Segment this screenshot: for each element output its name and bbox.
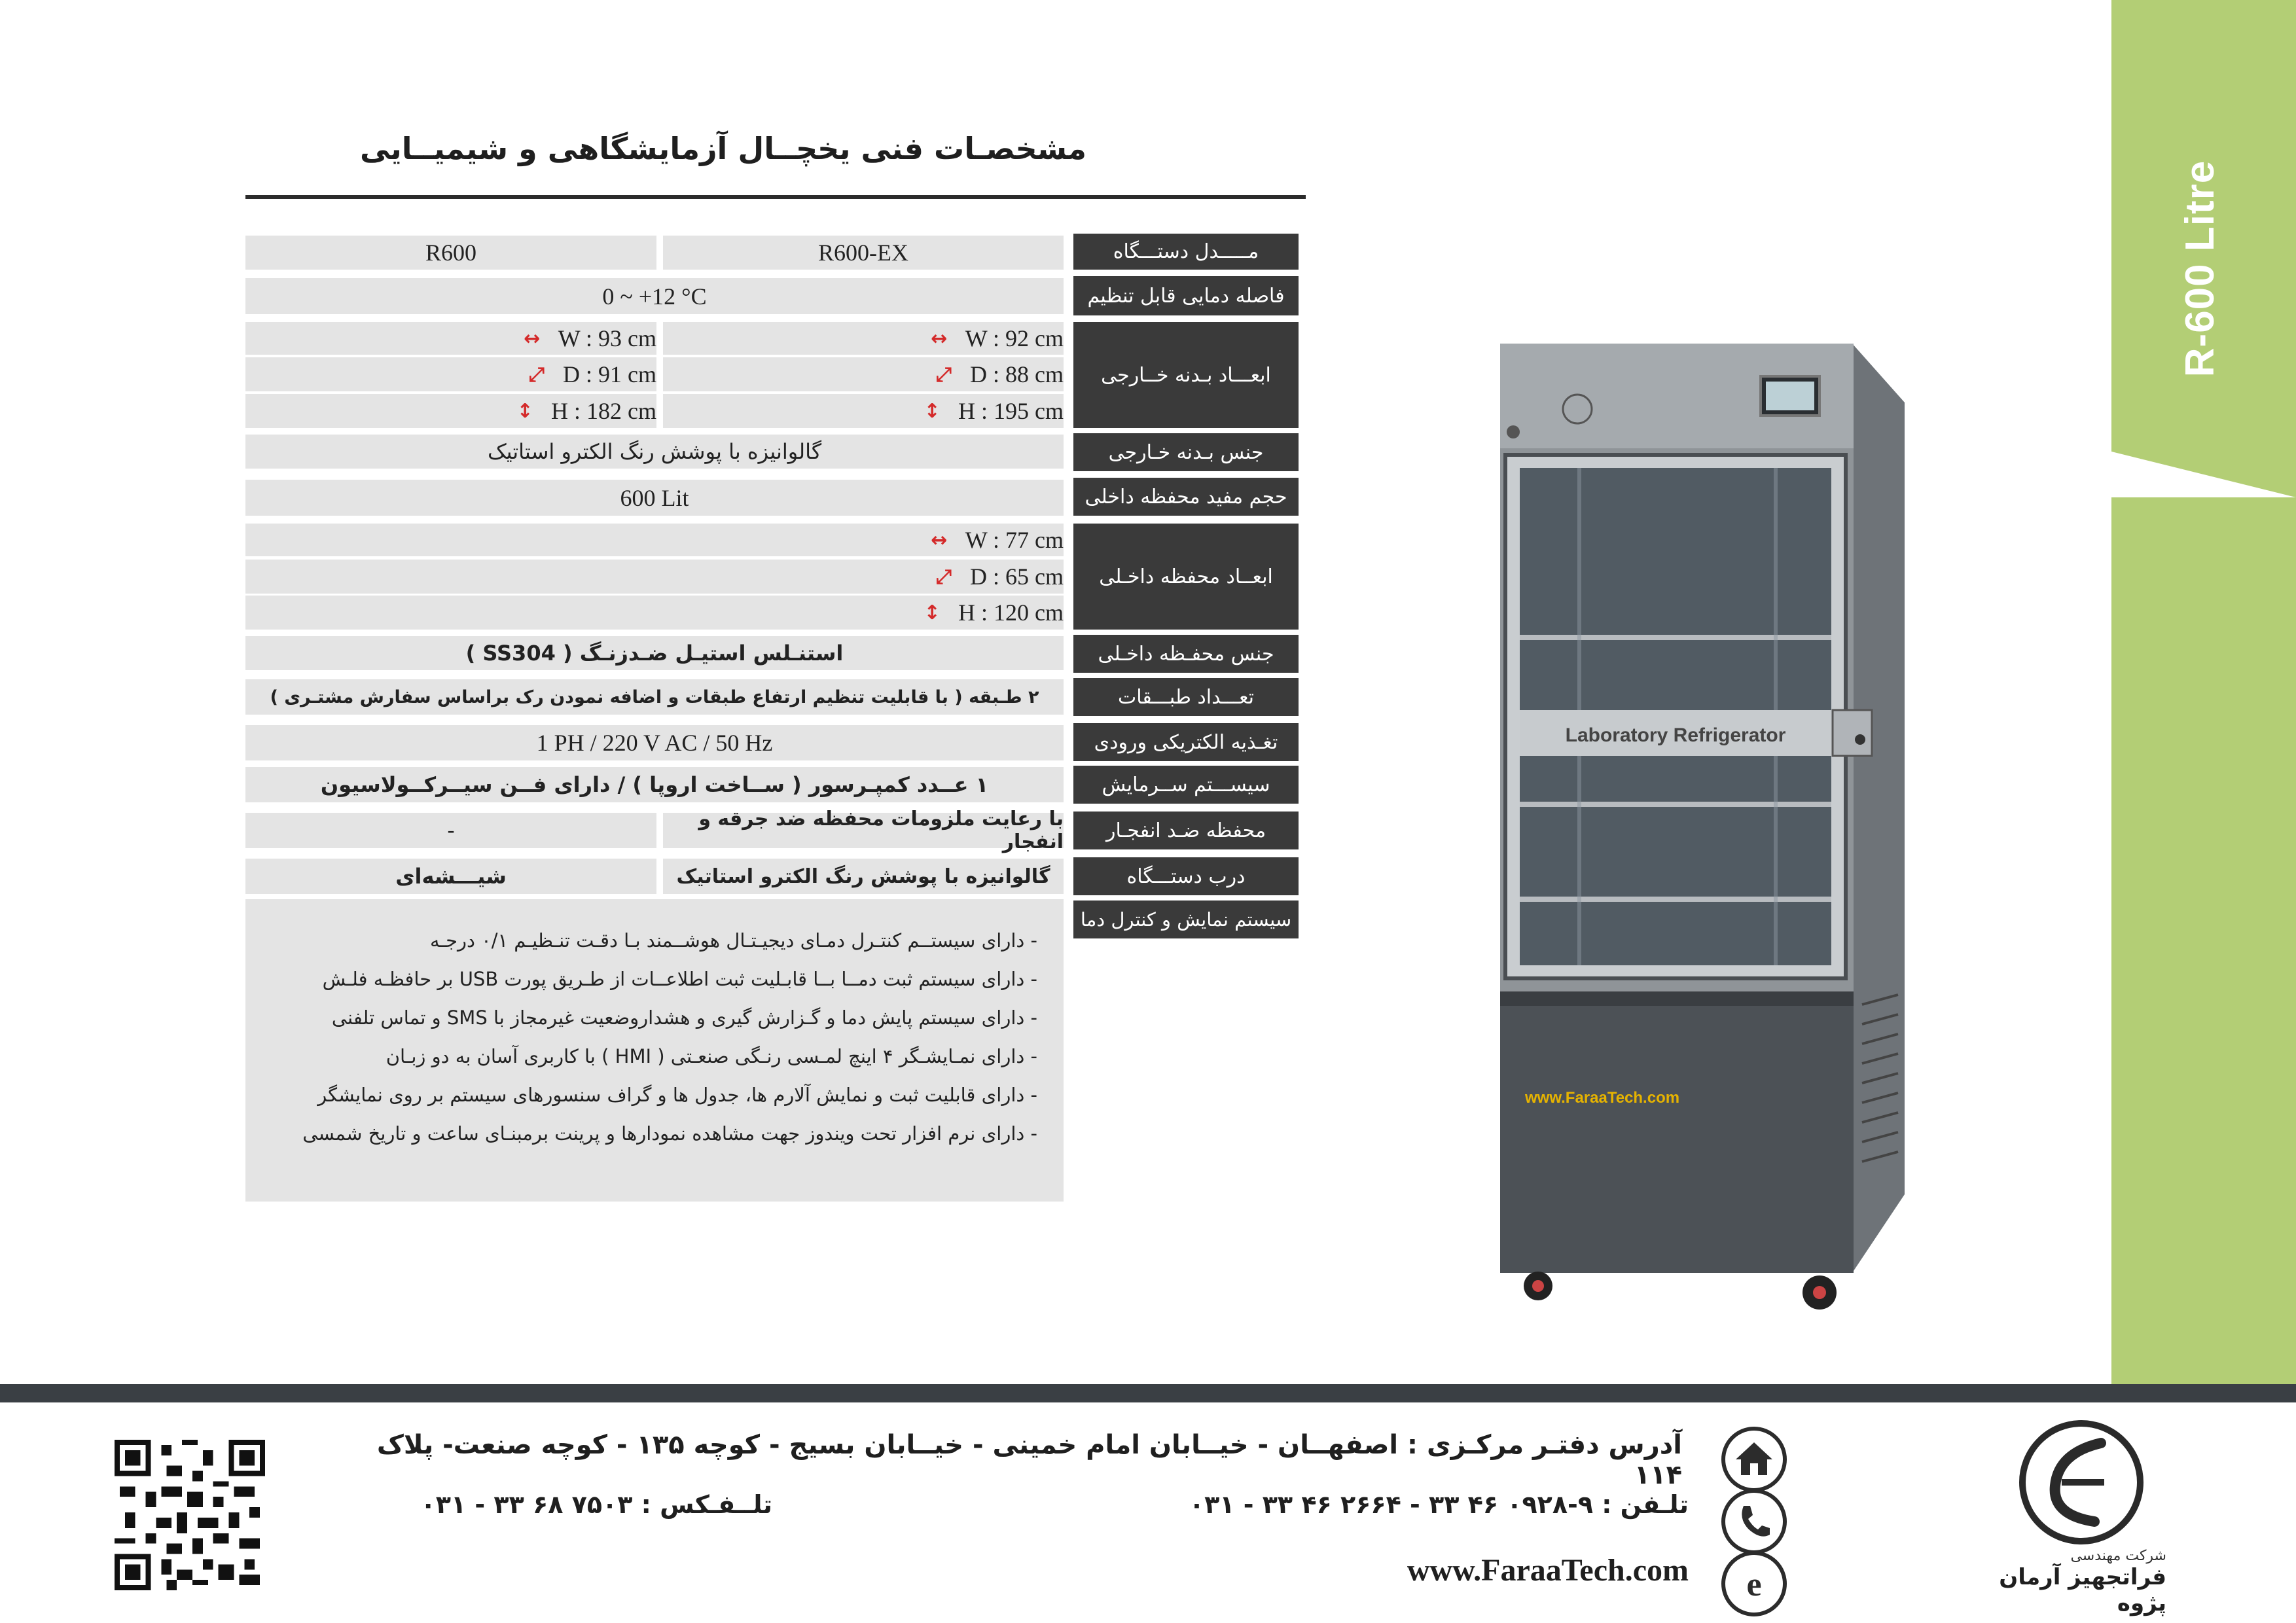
label-internal-volume: حجم مفید محفظه داخلی [1073, 478, 1299, 516]
r600-model: R600 [245, 236, 656, 270]
footer-bar [0, 1384, 2296, 1402]
label-door: درب دستـــگاه [1073, 857, 1299, 895]
title-rule [245, 195, 1306, 199]
vertical-arrow-icon: ↕ [516, 399, 533, 423]
label-cooling: سیســـتم ســرمایش [1073, 766, 1299, 804]
vertical-arrow-icon: ↕ [924, 601, 941, 624]
features-panel [245, 899, 1064, 1202]
label-model: مـــــدل دستـــگاه [1073, 234, 1299, 270]
qr-code[interactable] [115, 1440, 265, 1590]
feature-item: - دارای سیستــم کنتـرل دمـای دیجیـتـال هوشــمند بـا دقـت تنـظیـم ۰/۱ درجـه [430, 929, 1037, 952]
label-internal-dims: ابعــاد محفظه داخـلی [1073, 524, 1299, 630]
side-label: R-600 Litre [2178, 160, 2223, 377]
feature-item: - دارای قابلیت ثبت و نمایش آلارم ها، جدول ها و گراف سنسورهای سیستم بر روی نمایشگر [317, 1084, 1037, 1106]
label-temp-range: فاصله دمایی قابل تنظیم [1073, 276, 1299, 315]
cooling-value: ۱ عــدد کمپـرسور ( ســاخت اروپا ) / دارای فــن سیــرکــولاسیون [245, 767, 1064, 802]
power-value: 1 PH / 220 V AC / 50 Hz [245, 725, 1064, 760]
web-icon [1721, 1551, 1787, 1616]
home-icon [1721, 1427, 1787, 1492]
phone: تلـفن : ۹-۰۹۲۸ ۴۶ ۳۳ - ۲۶۶۴ ۴۶ ۳۳ - ۰۳۱ [1189, 1490, 1689, 1519]
r600ex-door: گالوانیزه با پوشش رنگ الکترو استاتیک [663, 859, 1064, 894]
company-subtitle: شرکت مهندسی [2070, 1548, 2166, 1564]
diagonal-arrow-icon: ⤢ [936, 363, 952, 386]
internal-depth: ⤢ D : 65 cm [245, 560, 1064, 594]
door-handle [1833, 710, 1872, 756]
svg-text:e: e [1746, 1566, 1762, 1603]
diagonal-arrow-icon: ⤢ [529, 363, 545, 386]
company-name: فراتجهیز آرمان پژوه [1999, 1564, 2166, 1616]
feature-item: - دارای نرم افزار تحت ویندوز جهت مشاهده نمودارها و پرینت برمبنـای ساعت و تاریخ شمسی [302, 1122, 1037, 1145]
diagonal-arrow-icon: ⤢ [936, 565, 952, 588]
address: آدرس دفتـر مرکـزی : اصفهــان - خیــابان امام خمینی - خیــابان بسیج - کوچه ۱۳۵ - کوچه صنعت- پلاک ۱۱۴ [376, 1430, 1682, 1490]
page-title: مشخصـات فنی یخچــال آزمایشگاهی و شیمیــایی [360, 131, 1086, 166]
r600ex-model: R600-EX [663, 236, 1064, 270]
r600-door: شیـــشه‌ای [245, 859, 656, 894]
phone-icon [1721, 1489, 1787, 1554]
internal-height: ↕ H : 120 cm [245, 596, 1064, 630]
website-link[interactable]: www.FaraaTech.com [1407, 1553, 1689, 1588]
company-logo [1996, 1417, 2166, 1616]
horizontal-arrow-icon: ↔ [931, 327, 948, 350]
internal-width: ↔ W : 77 cm [245, 524, 1064, 556]
vertical-arrow-icon: ↕ [924, 399, 941, 423]
label-chamber-material: جنس محفـظه داخـلی [1073, 635, 1299, 673]
r600-height: ↕ H : 182 cm [245, 394, 656, 428]
lock-icon [1855, 734, 1865, 745]
r600ex-depth: ⤢ D : 88 cm [663, 357, 1064, 391]
r600-width: ↔ W : 93 cm [245, 322, 656, 355]
label-power: تغـذیه الکتریکی ورودی [1073, 723, 1299, 761]
chamber-material-value: استنـلس استیـل ضـدزنـگ ( SS304 ) [245, 636, 1064, 670]
label-external-dims: ابعـــاد بـدنه خــارجی [1073, 322, 1299, 428]
fax: تلــفـکس : ۷۵۰۳ ۶۸ ۳۳ - ۰۳۱ [420, 1490, 772, 1519]
shelves-value: ۲ طـبقه ( با قابلیت تنظیم ارتفاع طبقات و اضافه نمودن رک براساس سفارش مشتـری ) [245, 679, 1064, 715]
label-display: سیستم نمایش و کنترل دما [1073, 901, 1299, 938]
horizontal-arrow-icon: ↔ [931, 528, 948, 552]
horizontal-arrow-icon: ↔ [524, 327, 541, 350]
temp-range-value: 0 ~ +12 °C [245, 278, 1064, 314]
r600-depth: ⤢ D : 91 cm [245, 357, 656, 391]
label-shelves: تعـــداد طبـــقات [1073, 678, 1299, 716]
window-label: Laboratory Refrigerator [1565, 724, 1786, 746]
body-material-value: گالوانیزه با پوشش رنگ الکترو استاتیک [245, 435, 1064, 469]
r600ex-height: ↕ H : 195 cm [663, 394, 1064, 428]
brand-url: www.FaraaTech.com [1525, 1089, 1680, 1107]
r600ex-explosion: با رعایت ملزومات محفظه ضد جرقه و انفجار [663, 813, 1064, 848]
label-explosion: محفظه ضـد انفجـار [1073, 812, 1299, 849]
feature-item: - دارای نمـایشـگر ۴ اینچ لمـسی رنـگی صنعـتی ( HMI ) با کاربری آسان به دو زبـان [386, 1045, 1037, 1067]
logo-mark-icon [1996, 1417, 2166, 1548]
internal-volume-value: 600 Lit [245, 480, 1064, 516]
refrigerator-image [1486, 344, 2022, 1312]
r600-explosion: - [245, 813, 656, 848]
r600ex-width: ↔ W : 92 cm [663, 322, 1064, 355]
side-band-fold [2111, 452, 2296, 497]
feature-item: - دارای سیستم ثبت دمــا بــا قابـلیت ثبت اطلاعــات از طـریق پورت USB بر حافظـه فلـش [322, 968, 1037, 990]
label-body-material: جنس بـدنه خـارجی [1073, 433, 1299, 471]
feature-item: - دارای سیستم پایش دما و گـزارش گیری و هشداروضعیت غیرمجاز با SMS و تماس تلفنی [331, 1007, 1037, 1029]
